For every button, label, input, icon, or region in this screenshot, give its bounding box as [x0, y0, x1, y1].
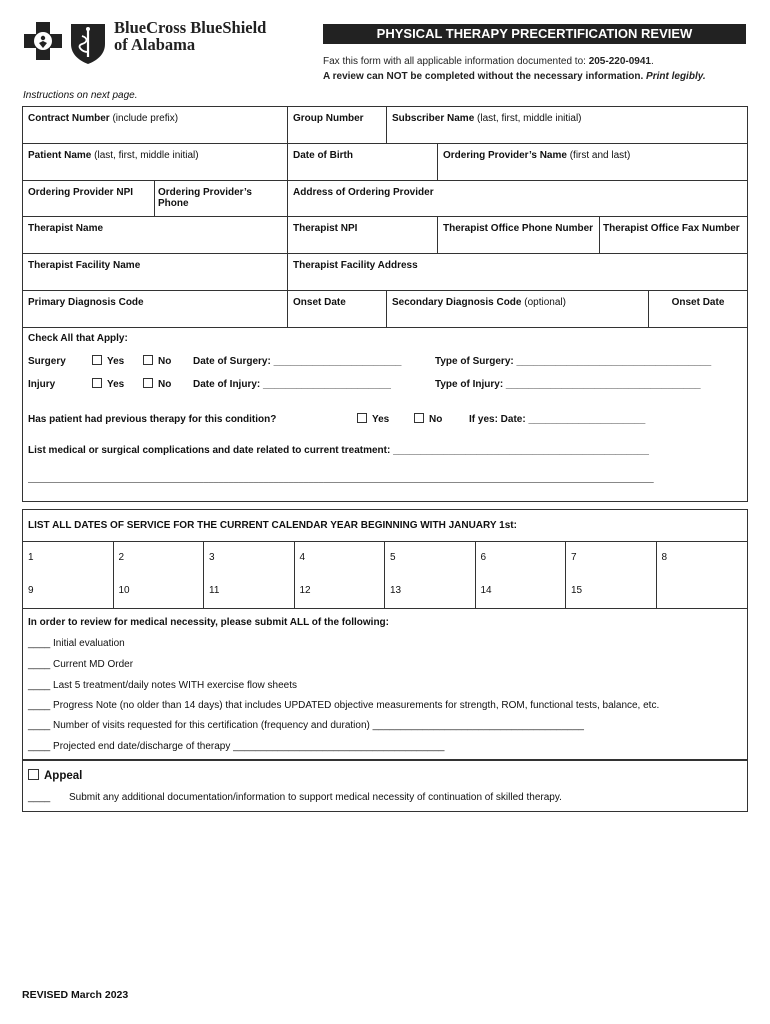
date-cell[interactable]: 11 — [204, 575, 295, 608]
req-initial-evaluation[interactable]: ____ Initial evaluation — [28, 638, 125, 649]
surgery-no-label: No — [158, 356, 172, 367]
date-of-surgery-field[interactable]: Date of Surgery: _______________________ — [193, 356, 402, 367]
date-cell[interactable]: 6 — [476, 542, 567, 575]
therapist-phone-label: Therapist Office Phone Number — [443, 223, 594, 234]
secondary-dx-field[interactable] — [387, 291, 649, 327]
patient-name-field[interactable] — [23, 144, 288, 180]
facility-address-label: Therapist Facility Address — [293, 260, 418, 271]
date-cell[interactable]: 9 — [23, 575, 114, 608]
date-cell[interactable]: 8 — [661, 552, 668, 563]
bcbs-logo — [22, 20, 266, 66]
subscriber-name-label: Subscriber Name — [392, 113, 475, 124]
ordering-phone-field[interactable] — [155, 181, 288, 216]
dates-row-2 — [23, 575, 747, 608]
form-row-1 — [23, 107, 747, 144]
date-cell-empty — [657, 575, 748, 608]
date-cell[interactable]: 15 — [566, 575, 657, 608]
onset-date-field[interactable] — [288, 291, 387, 327]
form-row-6 — [23, 291, 747, 327]
secondary-dx-label: Secondary Diagnosis Code — [392, 297, 522, 308]
group-number-label: Group Number — [293, 113, 364, 124]
group-number-field[interactable] — [288, 107, 387, 143]
therapist-npi-label: Therapist NPI — [293, 223, 358, 234]
appeal-checkbox[interactable] — [28, 769, 39, 780]
therapist-fax-field[interactable] — [600, 217, 747, 253]
dates-heading: LIST ALL DATES OF SERVICE FOR THE CURRENT CALENDAR YEAR BEGINNING WITH JANUARY 1st: — [23, 510, 747, 542]
surgery-no-checkbox[interactable] — [143, 355, 153, 365]
form-row-3 — [23, 181, 747, 217]
date-cell[interactable]: 14 — [476, 575, 567, 608]
revision-date: REVISED March 2023 — [22, 989, 129, 1001]
date-of-birth-label: Date of Birth — [293, 150, 353, 161]
date-of-injury-field[interactable]: Date of Injury: _______________________ — [193, 379, 391, 390]
appeal-section — [22, 760, 748, 812]
req-treatment-notes[interactable]: ____ Last 5 treatment/daily notes WITH exercise flow sheets — [28, 680, 298, 691]
surgery-no-option[interactable] — [143, 355, 171, 367]
ordering-phone-label: Ordering Provider’s Phone — [158, 187, 252, 209]
dates-of-service-table — [22, 509, 748, 609]
blue-cross-icon — [22, 20, 64, 66]
ordering-npi-label: Ordering Provider NPI — [28, 187, 134, 198]
primary-dx-label: Primary Diagnosis Code — [28, 297, 144, 308]
prev-therapy-yes-checkbox[interactable] — [357, 413, 367, 423]
appeal-description: Submit any additional documentation/information to support medical necessity of continuation of skilled therapy. — [69, 792, 562, 803]
patient-name-label: Patient Name — [28, 150, 92, 161]
complications-blank-line[interactable]: _____________________________________________________________________________________________________________________________ — [28, 473, 654, 483]
fax-number: 205-220-0941 — [588, 56, 651, 67]
print-legibly: Print legibly. — [646, 71, 706, 82]
subscriber-name-field[interactable] — [387, 107, 747, 143]
ordering-provider-name-field[interactable] — [438, 144, 747, 180]
therapist-name-label: Therapist Name — [28, 223, 104, 234]
date-cell[interactable]: 1 — [23, 542, 114, 575]
facility-address-field[interactable] — [288, 254, 747, 290]
type-of-surgery-field[interactable]: Type of Surgery: ___________________________________ — [435, 356, 712, 367]
ordering-provider-name-hint: (first and last) — [566, 150, 631, 161]
logo-line-1: BlueCross BlueShield — [114, 18, 267, 37]
facility-name-label: Therapist Facility Name — [28, 260, 141, 271]
requirements-section — [22, 608, 748, 760]
form-row-5 — [23, 254, 747, 291]
secondary-dx-hint: (optional) — [521, 297, 566, 308]
fax-instructions: Fax this form with all applicable information documented to: 205-220-0941. — [323, 56, 654, 67]
prev-therapy-yes-label: Yes — [372, 414, 390, 425]
dates-row-1 — [23, 542, 747, 575]
req-number-of-visits[interactable]: ____ Number of visits requested for this certification (frequency and duration) ______________________________________ — [28, 720, 584, 731]
date-cell[interactable]: 7 — [566, 542, 657, 575]
patient-info-table — [22, 106, 748, 328]
check-all-section — [22, 327, 748, 502]
instructions-note: Instructions on next page. — [23, 90, 138, 101]
surgery-yes-label: Yes — [107, 356, 125, 367]
injury-yes-checkbox[interactable] — [92, 378, 102, 388]
check-all-title: Check All that Apply: — [28, 333, 128, 344]
fax-text: Fax this form with all applicable information documented to: — [323, 56, 589, 67]
logo-line-2: of Alabama — [114, 35, 196, 54]
date-cell[interactable]: 3 — [204, 542, 295, 575]
req-progress-note[interactable]: ____ Progress Note (no older than 14 days) that includes UPDATED objective measurements for strength, ROM, functional tests, balance, etc. — [28, 700, 660, 711]
requirements-intro: In order to review for medical necessity, please submit ALL of the following: — [28, 617, 389, 628]
onset-date-label: Onset Date — [293, 297, 346, 308]
ordering-address-label: Address of Ordering Provider — [293, 187, 434, 198]
subscriber-name-hint: (last, first, middle initial) — [474, 113, 582, 124]
review-warning — [323, 71, 706, 82]
req-projected-end-date[interactable]: ____ Projected end date/discharge of therapy ______________________________________ — [28, 741, 445, 752]
appeal-option[interactable] — [28, 769, 82, 782]
onset-date-2-field[interactable] — [649, 291, 747, 327]
therapist-phone-field[interactable] — [438, 217, 600, 253]
date-cell[interactable]: 13 — [385, 575, 476, 608]
contract-number-field[interactable] — [23, 107, 288, 143]
prev-therapy-yes-option[interactable] — [357, 413, 389, 425]
ordering-npi-field[interactable] — [23, 181, 155, 216]
req-md-order[interactable]: ____ Current MD Order — [28, 659, 134, 670]
contract-number-hint: (include prefix) — [109, 113, 179, 124]
date-cell[interactable]: 4 — [295, 542, 386, 575]
form-row-4 — [23, 217, 747, 254]
injury-no-label: No — [158, 379, 172, 390]
form-title: PHYSICAL THERAPY PRECERTIFICATION REVIEW — [323, 24, 746, 44]
facility-name-field[interactable] — [23, 254, 288, 290]
appeal-blank[interactable]: ____ — [28, 792, 51, 803]
blue-shield-icon — [68, 20, 108, 66]
date-cell[interactable]: 12 — [295, 575, 386, 608]
contract-number-label: Contract Number — [28, 113, 110, 124]
date-cell[interactable]: 5 — [385, 542, 476, 575]
primary-dx-field[interactable] — [23, 291, 288, 327]
type-of-injury-field[interactable]: Type of Injury: ___________________________________ — [435, 379, 701, 390]
date-cell[interactable]: 10 — [114, 575, 205, 608]
onset-date-2-label: Onset Date — [671, 297, 725, 308]
injury-no-option[interactable] — [143, 378, 171, 390]
therapist-npi-field[interactable] — [288, 217, 438, 253]
prev-therapy-no-checkbox[interactable] — [414, 413, 424, 423]
form-row-2 — [23, 144, 747, 181]
if-yes-date-field[interactable]: If yes: Date: _____________________ — [469, 414, 646, 425]
surgery-yes-option[interactable] — [92, 355, 124, 367]
therapist-name-field[interactable] — [23, 217, 288, 253]
injury-yes-label: Yes — [107, 379, 125, 390]
prev-therapy-no-label: No — [429, 414, 443, 425]
injury-label: Injury — [28, 379, 56, 390]
injury-yes-option[interactable] — [92, 378, 124, 390]
date-of-birth-field[interactable] — [288, 144, 438, 180]
surgery-label: Surgery — [28, 356, 66, 367]
logo-wordmark — [114, 19, 266, 53]
prev-therapy-question: Has patient had previous therapy for this condition? — [28, 414, 277, 425]
review-text: A review can NOT be completed without the necessary information. — [323, 71, 647, 82]
patient-name-hint: (last, first, middle initial) — [91, 150, 199, 161]
injury-no-checkbox[interactable] — [143, 378, 153, 388]
prev-therapy-no-option[interactable] — [414, 413, 442, 425]
appeal-label: Appeal — [44, 770, 83, 782]
therapist-fax-label: Therapist Office Fax Number — [603, 223, 740, 234]
ordering-provider-name-label: Ordering Provider’s Name — [443, 150, 567, 161]
ordering-address-field[interactable] — [288, 181, 747, 216]
date-cell[interactable]: 2 — [114, 542, 205, 575]
complications-field[interactable]: List medical or surgical complications and date related to current treatment: ______________________________________________ — [28, 445, 649, 456]
surgery-yes-checkbox[interactable] — [92, 355, 102, 365]
